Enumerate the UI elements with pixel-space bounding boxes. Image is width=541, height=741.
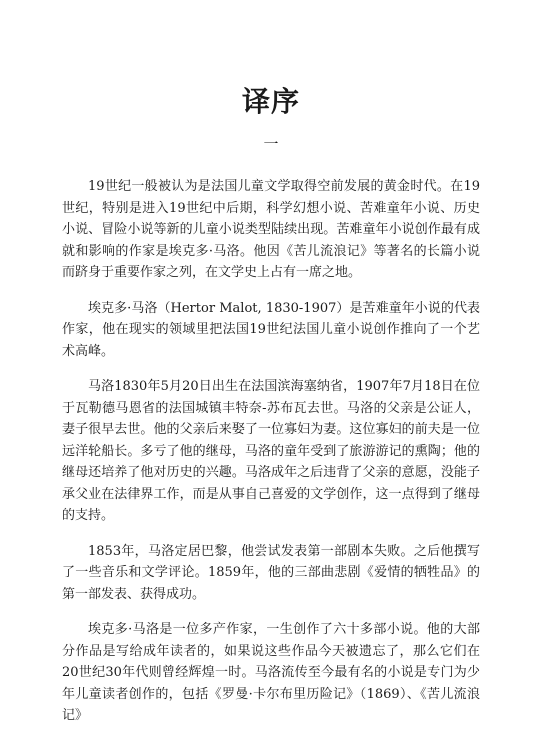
book-page [62, 82, 480, 741]
paragraph-2: 埃克多·马洛（Hertor Malot, 1830-1907）是苦难童年小说的代表作家，他在现实的领域里把法国19世纪法国儿童小说创作推向了一个艺术高峰。 [62, 300, 480, 359]
paragraph-3: 马洛1830年5月20日出生在法国滨海塞纳省，1907年7月18日在位于瓦勒德马恩省的法国城镇丰特奈-苏布瓦去世。马洛的父亲是公证人，妻子很早去世。他的父亲后来娶了一位寡妇为妻。这位寡妇的前夫是一位远洋轮船长。多亏了他的继母，马洛的童年受到了旅游游记的熏陶；他的继母还培养了他对历史的兴趣。马洛成年之后违背了父亲的意愿，没能子承父业在法律界工作，而是从事自己喜爱的文学创作，这一点得到了继母的支持。 [62, 379, 480, 523]
paragraph-5: 埃克多·马洛是一位多产作家，一生创作了六十多部小说。他的大部分作品是写给成年读者的，如果说这些作品今天被遗忘了，那么它们在20世纪30年代则曾经辉煌一时。马洛流传至今最有名的小说是专门为少年儿童读者创作的，包括《罗曼·卡尔布里历险记》（1869）、《苦儿流浪记》 [62, 622, 480, 723]
chapter-title: 译序 [241, 85, 300, 118]
section-number: 一 [263, 135, 279, 153]
paragraph-4: 1853年，马洛定居巴黎，他尝试发表第一部剧本失败。之后他撰写了一些音乐和文学评论。1859年，他的三部曲悲剧《爱情的牺牲品》的第一部发表、获得成功。 [62, 543, 480, 602]
paragraph-1: 19世纪一般被认为是法国儿童文学取得空前发展的黄金时代。在19世纪，特别是进入19世纪中后期，科学幻想小说、苦难童年小说、历史小说、冒险小说等新的儿童小说类型陆续出现。苦难童年小说创作最有成就和影响的作家是埃克多·马洛。他因《苦儿流浪记》等著名的长篇小说而跻身于重要作家之列，在文学史上占有一席之地。 [62, 179, 480, 280]
